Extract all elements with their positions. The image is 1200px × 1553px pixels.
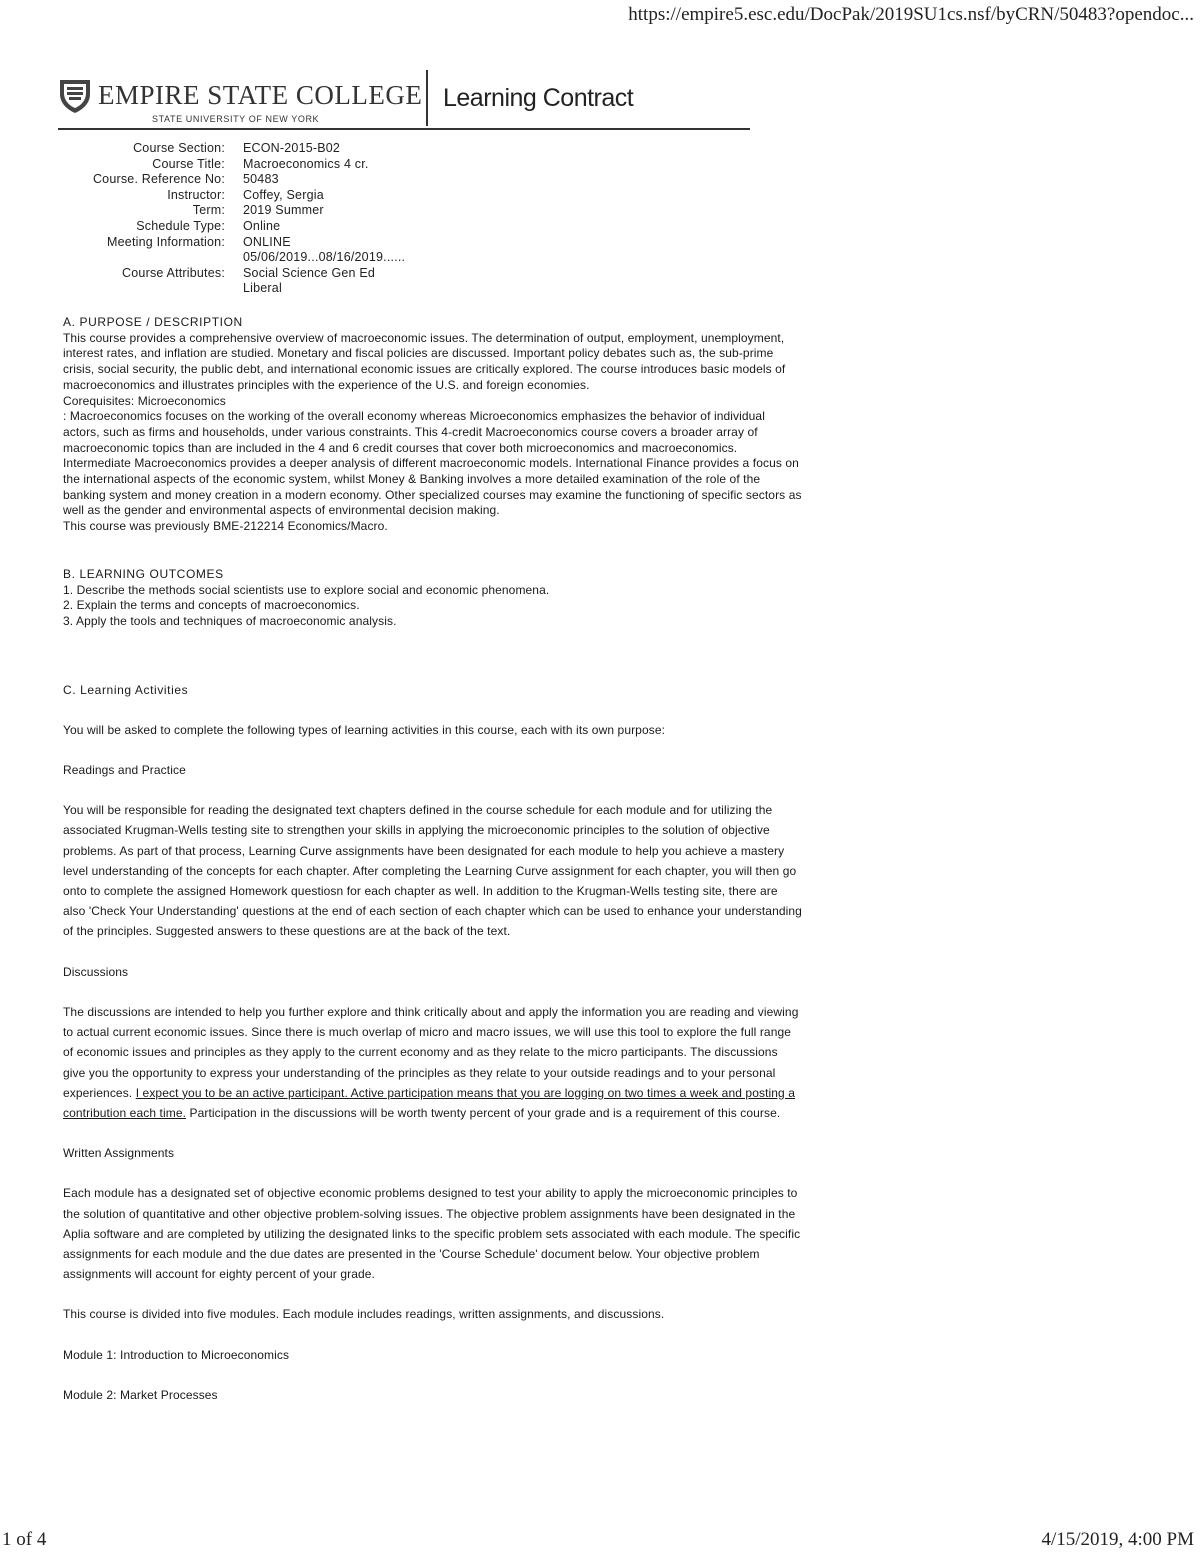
info-value: Macroeconomics 4 cr. xyxy=(243,156,369,171)
section-activities xyxy=(63,680,803,1405)
subsection-heading: Written Assignments xyxy=(63,1146,175,1161)
info-label: Instructor: xyxy=(167,187,225,202)
logo-subtitle: STATE UNIVERSITY OF NEW YORK xyxy=(152,114,320,124)
list-item: Module 2: Market Processes xyxy=(63,1387,218,1402)
info-row-meeting-dates xyxy=(60,250,405,266)
subsection-heading: Discussions xyxy=(63,964,129,979)
info-value: Online xyxy=(243,218,281,233)
shield-icon xyxy=(58,78,92,114)
info-label: Meeting Information: xyxy=(107,234,225,249)
section-purpose xyxy=(63,315,803,535)
paragraph: You will be asked to complete the following types of learning activities in this course, each with its own purpose: xyxy=(63,722,666,737)
info-label: Course. Reference No: xyxy=(92,172,225,187)
print-timestamp: 4/15/2019, 4:00 PM xyxy=(1041,1529,1194,1550)
info-label xyxy=(60,250,243,266)
info-row-meeting xyxy=(60,235,405,251)
info-label: Course Section: xyxy=(133,141,225,155)
course-info-table xyxy=(60,141,405,297)
list-item: 2. Explain the terms and concepts of macroeconomics. xyxy=(63,598,360,613)
info-row-term xyxy=(60,203,405,219)
underlined-text: I expect you to be an active participant. Active participation means that you are logging on two times a week and posting a contribution each time. xyxy=(63,1085,796,1120)
document-body xyxy=(63,315,803,1425)
header-divider xyxy=(426,70,428,126)
info-row-reference xyxy=(60,172,405,188)
print-url: https://empire5.esc.edu/DocPak/2019SU1cs.nsf/byCRN/50483?opendoc... xyxy=(628,4,1194,25)
page-indicator: 1 of 4 xyxy=(2,1529,47,1550)
list-item: 1. Describe the methods social scientists use to explore social and economic phenomena. xyxy=(63,582,550,597)
info-value: 50483 xyxy=(243,172,279,187)
info-row-attributes-2 xyxy=(60,281,405,297)
paragraph: Corequisites: Microeconomics xyxy=(63,393,226,408)
list-item: Module 1: Introduction to Microeconomics xyxy=(63,1347,290,1362)
info-row-attributes xyxy=(60,266,405,282)
text: The discussions are intended to help you further explore and think critically about and apply the information you are reading and viewing to actual current economic issues. Since there is much overlap of micro and macro issues, we will use this tool to explore the full range of economic issues and principles as they apply to the current economy and as they relate to the micro participants. The discussions give you the opportunity to express your understanding of the principles as they relate to your outside readings and to your personal experiences. xyxy=(63,1004,799,1100)
subsection-heading: Readings and Practice xyxy=(63,763,186,778)
text: Participation in the discussions will be worth twenty percent of your grade and is a requirement of this course. xyxy=(189,1105,781,1120)
info-label xyxy=(60,281,243,297)
info-row-title xyxy=(60,157,405,173)
info-label: Schedule Type: xyxy=(136,218,225,233)
paragraph: You will be responsible for reading the designated text chapters defined in the course schedule for each module and for utilizing the associated Krugman-Wells testing site to strengthen your skills in applying the microeconomic principles to the solution of objective problems. As part of that process, Learning Curve assignments have been designated for each module to help you achieve a mastery level understanding of the concepts for each chapter. After completing the Learning Curve assignment for each chapter, you will then go onto to complete the assigned Homework questiosn for each chapter as well. In addition to the Krugman-Wells testing site, there are also 'Check Your Understanding' questions at the end of each section of each chapter which can be used to enhance your understanding of the principles. Suggested answers to these questions are at the back of the text. xyxy=(63,803,802,939)
section-heading: A. PURPOSE / DESCRIPTION xyxy=(63,315,243,329)
info-value: ECON-2015-B02 xyxy=(243,141,341,155)
paragraph: This course provides a comprehensive overview of macroeconomic issues. The determination of output, employment, unemployment, interest rates, and inflation are studied. Monetary and fiscal policies are discussed. Important policy debates such as, the sub-prime crisis, social security, the public debt, and international economic issues are critically explored. The course introduces basic models of macroeconomics and illustrates principles with the experience of the U.S. and foreign economies. xyxy=(63,330,786,392)
info-label: Course Attributes: xyxy=(122,265,225,280)
info-value: Social Science Gen Ed xyxy=(243,265,376,280)
document-header xyxy=(58,70,750,130)
document-title: Learning Contract xyxy=(443,84,634,112)
list-item: 3. Apply the tools and techniques of macroeconomic analysis. xyxy=(63,613,397,628)
college-logo xyxy=(58,78,428,126)
info-value: ONLINE xyxy=(243,234,291,249)
info-label: Course Title: xyxy=(152,156,225,171)
section-heading: C. Learning Activities xyxy=(63,682,189,697)
info-value: 05/06/2019...08/16/2019...... xyxy=(243,250,406,265)
paragraph: This course is divided into five modules. Each module includes readings, written assignments, and discussions. xyxy=(63,1307,665,1322)
paragraph xyxy=(63,1002,803,1123)
info-label: Term: xyxy=(192,203,225,218)
info-row-section xyxy=(60,141,405,157)
paragraph: Each module has a designated set of objective economic problems designed to test your ability to apply the microeconomic principles to the solution of quantitative and other objective problem-solving issues. The objective problem assignments have been designated in the Aplia software and are completed by utilizing the designated links to the specific problem sets associated with each module. The specific assignments for each module and the due dates are presented in the 'Course Schedule' document below. Your objective problem assignments will account for eighty percent of your grade. xyxy=(63,1186,801,1282)
section-heading: B. LEARNING OUTCOMES xyxy=(63,566,224,581)
info-row-instructor xyxy=(60,188,405,204)
info-value: 2019 Summer xyxy=(243,203,324,218)
section-outcomes xyxy=(63,567,803,630)
paragraph: : Macroeconomics focuses on the working of the overall economy whereas Microeconomics emphasizes the behavior of individual actors, such as firms and households, under various constraints. This 4-credit Macroeconomics course covers a broader array of macroeconomic topics than are included in the 4 and 6 credit courses that cover both microeconomics and macroeconomics. Intermediate Macroeconomics provides a deeper analysis of different macroeconomic models. International Finance provides a focus on the international aspects of the economic system, whilst Money & Banking involves a more detailed examination of the role of the banking system and money creation in a modern economy. Other specialized courses may examine the functioning of specific sectors as well as the gender and environmental aspects of environmental decision making. xyxy=(63,409,802,518)
info-value: Coffey, Sergia xyxy=(243,187,324,202)
info-value: Liberal xyxy=(243,281,282,296)
logo-name: EMPIRE STATE COLLEGE xyxy=(98,80,423,110)
info-row-schedule-type xyxy=(60,219,405,235)
paragraph: This course was previously BME-212214 Economics/Macro. xyxy=(63,519,388,534)
